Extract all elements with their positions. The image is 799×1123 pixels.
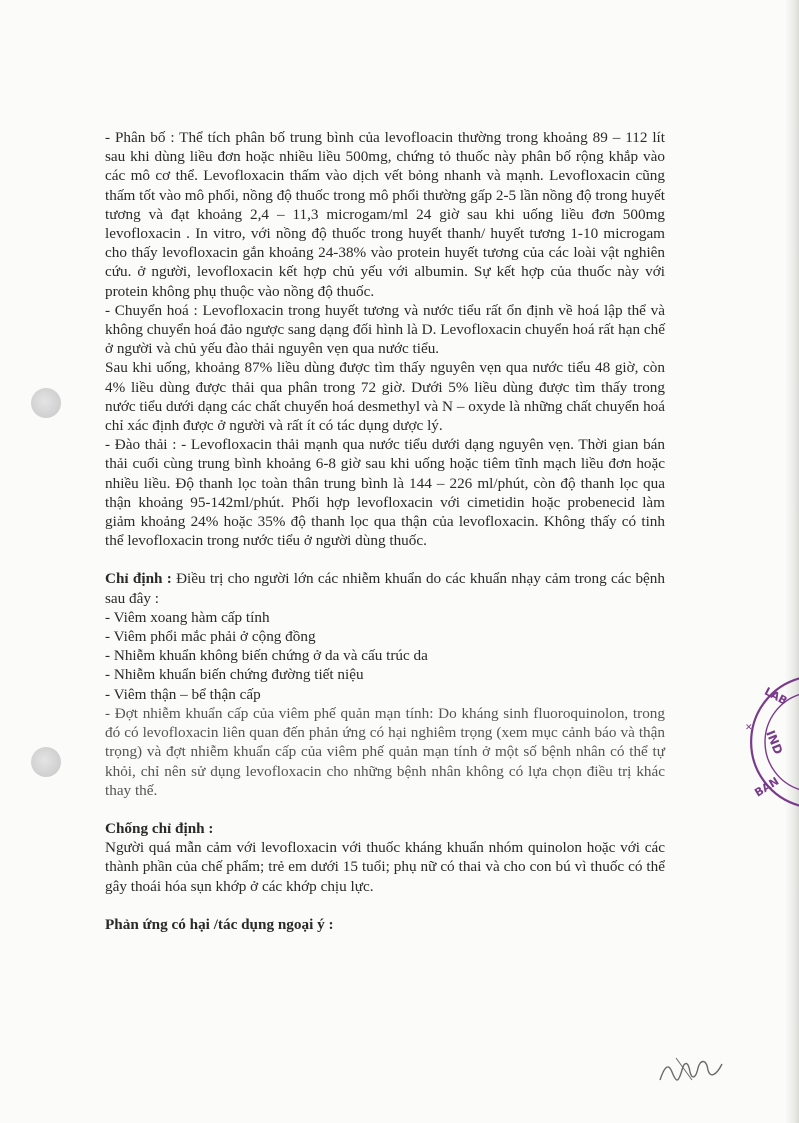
indication-note: - Đợt nhiễm khuẩn cấp của viêm phế quản mạn tính: Do kháng sinh fluoroquinolon, trong đó có levofloxacin liên quan đến phản ứng có hại nghiêm trọng (xem mục cảnh báo và thận trọng) và đợt nhiễm khuẩn cấp của viêm phế quản mạn tính ở một số bệnh nhân có thể tự khỏi, chỉ nên sử dụng levofloxacin cho những bệnh nhân không có lựa chọn điều trị khác thay thế. [105,704,665,799]
indication-item: - Nhiễm khuẩn không biến chứng ở da và cấu trúc da [105,647,428,665]
punch-hole-top [31,388,61,418]
stamp-text-middle: IND [763,728,786,757]
stamp-mark: ✕ [745,723,753,733]
stamp-text-top: LAB [762,684,790,708]
page-edge-shadow [785,0,799,1123]
contraindications-heading: Chống chỉ định : [105,819,214,837]
metabolism-paragraph: - Chuyển hoá : Levofloxacin trong huyết tương và nước tiểu rất ổn định về hoá lập thể và không chuyển hoá đảo ngược sang dạng đối hình là D. Levofloxacin chuyển hoá rất hạn chế ở người và chủ yếu đào thải nguyên vẹn qua nước tiểu. [105,301,665,358]
contraindications-paragraph: Người quá mẫn cảm với levofloxacin với thuốc kháng khuẩn nhóm quinolon hoặc với các thành phần của chế phẩm; trẻ em dưới 15 tuổi; phụ nữ có thai và cho con bú vì thuốc có thể gây thoái hóa sụn khớp ở các khớp chịu lực. [105,839,665,895]
indications-heading: Chỉ định : [105,570,172,588]
indications-intro: Điều trị cho người lớn các nhiễm khuẩn do các khuẩn nhạy cảm trong các bệnh sau đây : [105,570,665,607]
handwritten-signature [656,1050,728,1090]
indication-item: - Nhiễm khuẩn biến chứng đường tiết niệu [105,666,364,684]
company-stamp [741,672,799,812]
indication-item: - Viêm thận – bể thận cấp [105,685,261,703]
distribution-paragraph: - Phân bố : Thể tích phân bố trung bình của levofloacin thường trong khoảng 89 – 112 lít sau khi dùng liều đơn hoặc nhiều liều 500mg, chứng tỏ thuốc này phân bố rộng khắp vào các mô cơ thể. Levofloxacin thấm vào dịch vết bỏng nhanh và mạnh. Levofloxacin cũng thấm tốt vào mô phổi, nồng độ thuốc trong mô phổi thường gấp 2-5 lần nồng độ trong huyết tương và đạt khoảng 2,4 – 11,3 microgam/ml 24 giờ sau khi uống liều đơn 500mg levofloxacin . In vitro, với nồng độ thuốc trong huyết thanh/ huyết tương 1-10 microgam cho thấy levofloxacin gắn khoảng 24-38% vào protein huyết tương của các loài vật nghiên cứu. ở người, levofloxacin kết hợp chủ yếu với albumin. Sự kết hợp của thuốc này với protein không phụ thuộc vào nồng độ thuốc. [105,129,666,300]
document-body [105,128,665,934]
metabolism-paragraph-2: Sau khi uống, khoảng 87% liều dùng được tìm thấy nguyên vẹn qua nước tiểu 48 giờ, còn 4% liều dùng được thải qua phân trong 72 giờ. Dưới 5% liều dùng được tìm thấy trong nước tiểu dưới dạng các chất chuyển hoá desmethyl và N – oxyde là những chất chuyển hoá chỉ xác định được ở người và rất ít có tác dụng dược lý. [105,359,665,435]
signature-stroke [660,1062,722,1081]
adverse-heading: Phản ứng có hại /tác dụng ngoại ý : [105,915,334,933]
punch-hole-bottom [31,747,61,777]
section-gap [105,550,665,569]
section-gap [105,800,665,819]
indications-paragraph [105,569,665,607]
elimination-paragraph: - Đào thải : - Levofloxacin thải mạnh qua nước tiểu dưới dạng nguyên vẹn. Thời gian bán thải cuối cùng trung bình khoảng 6-8 giờ sau khi uống hoặc tiêm tĩnh mạch liều đơn hoặc nhiều liều. Độ thanh lọc toàn thân trung bình là 144 – 226 ml/phút, còn độ thanh lọc qua thận khoảng 95-142ml/phút. Phối hợp levofloxacin với cimetidin hoặc probenecid làm giảm khoảng 24% hoặc 35% độ thanh lọc qua thận của levofloxacin. Không thấy có tinh thể levofloxacin trong nước tiểu ở người dùng thuốc. [105,436,665,550]
indication-item: - Viêm phổi mắc phải ở cộng đồng [105,628,316,646]
stamp-seal-icon [741,672,799,812]
section-gap [105,896,665,915]
indication-item: - Viêm xoang hàm cấp tính [105,608,270,626]
stamp-text-bottom: BAN [752,774,782,800]
